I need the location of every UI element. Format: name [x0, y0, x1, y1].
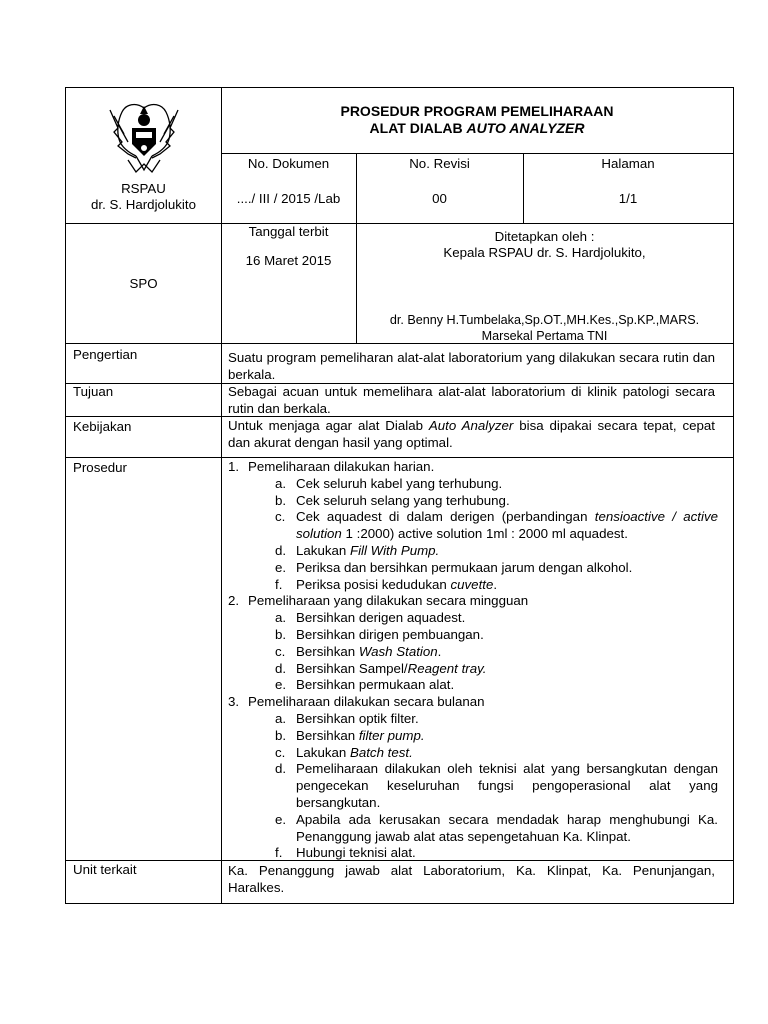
prosedur-item-text-italic: Batch test. — [349, 744, 413, 760]
prosedur-item-text: Lakukan — [296, 542, 350, 558]
kebijakan-text-post: bisa dipakai secara tepat, cepat dan akurat dengan hasil yang optimal. — [228, 418, 715, 450]
halaman-value: 1/1 — [618, 191, 638, 206]
prosedur-item-letter: f. — [275, 576, 283, 592]
org-name: RSPAU — [121, 181, 166, 196]
prosedur-item-text: Bersihkan permukaan alat. — [296, 677, 455, 693]
prosedur-item-letter: d. — [275, 660, 287, 676]
prosedur-item-letter: a. — [275, 710, 287, 726]
prosedur-item-text: Bersihkan — [296, 727, 359, 743]
prosedur-item-letter: c. — [275, 744, 286, 760]
prosedur-item — [248, 493, 718, 510]
pengertian-label: Pengertian — [73, 347, 138, 362]
prosedur-item-letter: b. — [275, 626, 287, 642]
title-line-2-plain: ALAT DIALAB — [369, 120, 467, 136]
prosedur-section-title: Pemeliharaan dilakukan secara bulanan — [248, 694, 485, 710]
org-sub-name: dr. S. Hardjolukito — [91, 197, 196, 212]
pengertian-text: Suatu program pemeliharan alat-alat laboratorium yang dilakukan secara rutin dan berkala. — [228, 350, 715, 382]
prosedur-list — [228, 459, 718, 862]
prosedur-item — [248, 560, 718, 577]
prosedur-item-letter: d. — [275, 761, 287, 777]
prosedur-item-letter: f. — [275, 845, 283, 861]
spo-label: SPO — [129, 276, 158, 291]
prosedur-section-title: Pemeliharaan dilakukan harian. — [248, 459, 435, 474]
prosedur-item — [248, 509, 718, 543]
kebijakan-text — [228, 417, 715, 451]
prosedur-section — [228, 459, 718, 593]
prosedur-item-letter: c. — [275, 643, 286, 659]
unit-terkait-label: Unit terkait — [73, 862, 137, 877]
prosedur-item-text: Pemeliharaan dilakukan oleh teknisi alat yang bersangkutan dengan pengecekan keseluruhan fungsi pengoperasional alat yang bersangkutan. — [296, 761, 718, 810]
prosedur-section-number: 2. — [228, 593, 240, 609]
prosedur-item-letter: e. — [275, 677, 287, 693]
prosedur-section-title: Pemeliharaan yang dilakukan secara mingguan — [248, 593, 529, 609]
prosedur-item — [248, 476, 718, 493]
ditetapkan-line-1: Ditetapkan oleh : — [494, 229, 595, 244]
kebijakan-text-italic: Auto Analyzer — [428, 418, 514, 433]
title-line-2-italic: AUTO ANALYZER — [466, 120, 585, 136]
prosedur-item-text-italic: Fill With Pump. — [349, 542, 440, 558]
prosedur-item-text: Hubungi teknisi alat. — [296, 845, 416, 861]
prosedur-item-letter: e. — [275, 811, 287, 827]
document-title — [221, 103, 733, 137]
prosedur-item-letter: b. — [275, 492, 287, 508]
halaman-label: Halaman — [601, 156, 655, 171]
kebijakan-text-pre: Untuk menjaga agar alat Dialab — [228, 418, 429, 433]
tujuan-text: Sebagai acuan untuk memelihara alat-alat laboratorium di klinik patologi secara rutin dan berkala. — [228, 384, 715, 416]
prosedur-item-text: . — [437, 643, 442, 659]
prosedur-item-text: Bersihkan Sampel/ — [296, 660, 408, 676]
header-logo-cell — [66, 88, 221, 223]
title-line-2 — [221, 120, 733, 137]
prosedur-item — [248, 745, 718, 762]
prosedur-item-text-italic: filter pump. — [358, 727, 425, 743]
grid-line — [221, 88, 222, 903]
prosedur-item-text-italic: cuvette — [450, 576, 494, 592]
prosedur-item-text: Bersihkan — [296, 643, 359, 659]
prosedur-item — [248, 812, 718, 846]
air-force-eagle-emblem-icon — [106, 98, 182, 178]
prosedur-item-text: Periksa dan bersihkan permukaan jarum dengan alkohol. — [296, 559, 633, 575]
prosedur-section — [228, 593, 718, 694]
prosedur-item-text-italic: Wash Station — [358, 643, 438, 659]
no-dokumen-value: ..../ III / 2015 /Lab — [236, 191, 341, 206]
prosedur-item — [248, 610, 718, 627]
prosedur-item-text: Cek seluruh selang yang terhubung. — [296, 492, 510, 508]
prosedur-item-text-italic: tensioactive / active solution — [296, 509, 718, 542]
prosedur-item-text: Bersihkan derigen aquadest. — [296, 610, 466, 626]
prosedur-item-text: Cek seluruh kabel yang terhubung. — [296, 475, 503, 491]
tanggal-terbit-label: Tanggal terbit — [248, 224, 329, 239]
prosedur-item-text: . — [493, 576, 498, 592]
prosedur-section — [228, 694, 718, 862]
prosedur-item-letter: e. — [275, 559, 287, 575]
prosedur-label: Prosedur — [73, 460, 127, 475]
grid-line — [66, 457, 733, 458]
no-dokumen-cell — [221, 154, 356, 207]
prosedur-section-number: 3. — [228, 694, 240, 710]
prosedur-item-text: Cek aquadest di dalam derigen (perbandingan — [296, 509, 595, 525]
ditetapkan-line-2: Kepala RSPAU dr. S. Hardjolukito, — [443, 245, 646, 260]
prosedur-item — [248, 761, 718, 811]
tanggal-terbit-cell — [221, 224, 356, 269]
prosedur-item-letter: d. — [275, 542, 287, 558]
prosedur-item — [248, 845, 718, 862]
prosedur-item-letter: a. — [275, 610, 287, 626]
prosedur-item-letter: c. — [275, 509, 286, 525]
tujuan-label: Tujuan — [73, 384, 114, 399]
prosedur-item-text: Apabila ada kerusakan secara mendadak harap menghubungi Ka. Penanggung jawab alat atas sepengetahuan Ka. Klinpat. — [296, 811, 718, 844]
kebijakan-label: Kebijakan — [73, 419, 132, 434]
unit-terkait-text: Ka. Penanggung jawab alat Laboratorium, Ka. Klinpat, Ka. Penunjangan, Haralkes. — [228, 863, 715, 895]
prosedur-item — [248, 577, 718, 594]
no-dokumen-label: No. Dokumen — [247, 156, 330, 171]
prosedur-item — [248, 677, 718, 694]
prosedur-item — [248, 644, 718, 661]
prosedur-item-text: Lakukan — [296, 744, 350, 760]
ditetapkan-cell — [356, 224, 733, 344]
prosedur-item-letter: b. — [275, 727, 287, 743]
prosedur-item — [248, 711, 718, 728]
no-revisi-label: No. Revisi — [409, 156, 470, 171]
signer-rank: Marsekal Pertama TNI — [481, 329, 608, 343]
halaman-cell — [523, 154, 733, 207]
prosedur-item — [248, 627, 718, 644]
no-revisi-cell — [356, 154, 523, 207]
signer-name: dr. Benny H.Tumbelaka,Sp.OT.,MH.Kes.,Sp.KP.,MARS. — [389, 313, 700, 327]
prosedur-item-text: 1 :2000) active solution 1ml : 2000 ml aquadest. — [341, 526, 628, 542]
prosedur-section-number: 1. — [228, 459, 240, 474]
prosedur-item — [248, 728, 718, 745]
prosedur-item — [248, 661, 718, 678]
prosedur-item-text-italic: Reagent tray. — [407, 660, 487, 676]
prosedur-item-text: Bersihkan optik filter. — [296, 710, 419, 726]
prosedur-item-letter: a. — [275, 475, 287, 491]
prosedur-item-text: Periksa posisi kedudukan — [296, 576, 451, 592]
title-line-1: PROSEDUR PROGRAM PEMELIHARAAN — [340, 103, 614, 119]
tanggal-terbit-value: 16 Maret 2015 — [245, 253, 332, 268]
prosedur-item — [248, 543, 718, 560]
no-revisi-value: 00 — [432, 191, 447, 206]
prosedur-item-text: Bersihkan dirigen pembuangan. — [296, 626, 484, 642]
spo-document-table — [65, 87, 734, 904]
